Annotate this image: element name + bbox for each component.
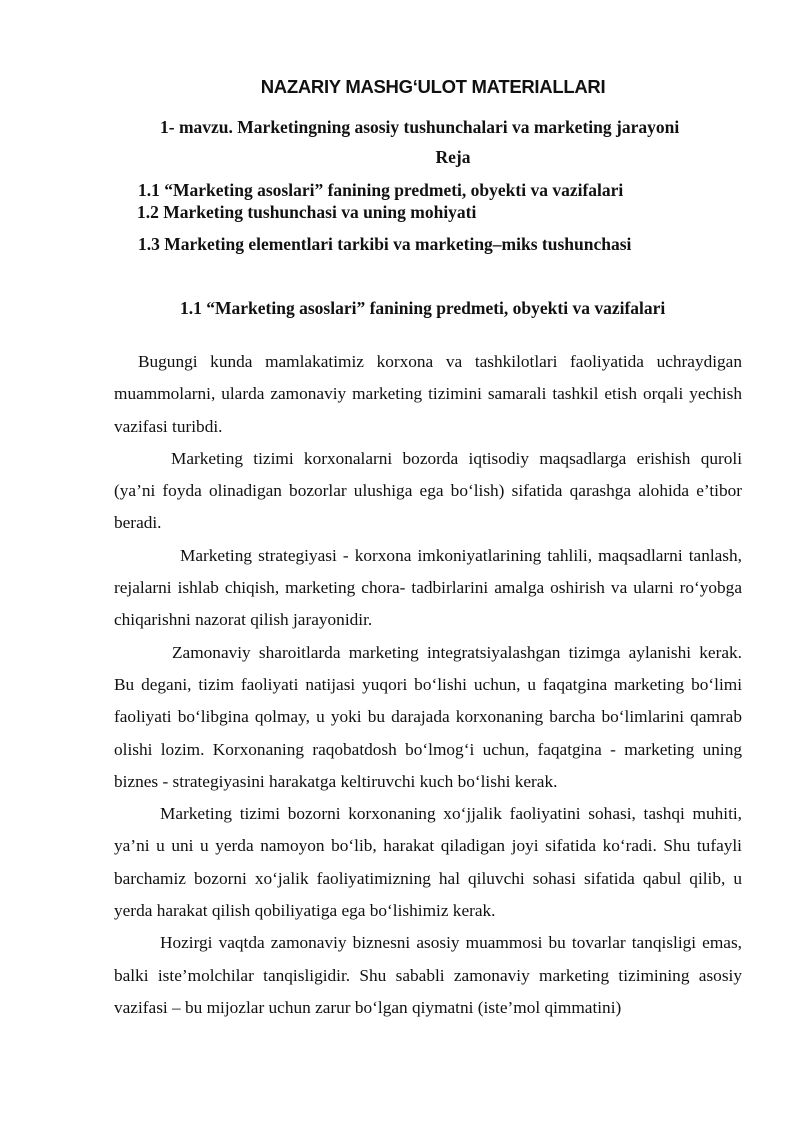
document-title: NAZARIY MASHG‘ULOT MATERIALLARI [260, 76, 606, 97]
paragraph: Marketing tizimi bozorni korxonaning xo‘jjalik faoliyatini sohasi, tashqi muhiti, ya’ni u uni u yerda namoyon bo‘lib, harakat qiladigan joyi sifatida ko‘radi. Shu tufayli barchamiz bozorni xo‘jalik faoliyatimizning hal qiluvchi sohasi sifatida qabul qilib, u yerda harakat qilish qobiliyatiga ega bo‘lishimiz kerak. [114, 804, 742, 921]
plan-item: 1.3 Marketing elementlari tarkibi va marketing–miks tushunchasi [138, 234, 632, 254]
plan-heading: Reja [435, 147, 471, 167]
paragraph: Marketing strategiyasi - korxona imkoniyatlarining tahlili, maqsadlarni tanlash, rejalarni ishlab chiqish, marketing chora- tadbirlarini amalga oshirish va ularni ro‘yobga chiqarishni nazorat qilish jarayonidir. [114, 545, 742, 630]
section-heading: 1.1 “Marketing asoslari” fanining predmeti, obyekti va vazifalari [180, 298, 666, 318]
plan-item: 1.1 “Marketing asoslari” fanining predmeti, obyekti va vazifalari [138, 180, 624, 200]
topic-heading: 1- mavzu. Marketingning asosiy tushunchalari va marketing jarayoni [160, 117, 680, 137]
paragraph: Hozirgi vaqtda zamonaviy biznesni asosiy muammosi bu tovarlar tanqisligi emas, balki iste’molchilar tanqisligidir. Shu sababli zamonaviy marketing tizimining asosiy vazifasi – bu mijozlar uchun zarur bo‘lgan qiymatni (iste’mol qimmatini) [114, 933, 742, 1017]
body-text [114, 346, 742, 1024]
paragraph: Zamonaviy sharoitlarda marketing integratsiyalashgan tizimga aylanishi kerak. Bu degani, tizim faoliyati natijasi yuqori bo‘lishi uchun, u faqatgina marketing bo‘limi faoliyati bo‘libgina qolmay, u yoki bu darajada korxonaning barcha bo‘limlarini qamrab olishi lozim. Korxonaning raqobatdosh bo‘lmog‘i uchun, faqatgina - marketing uning biznes - strategiyasini harakatga keltiruvchi kuch bo‘lishi kerak. [114, 642, 742, 791]
plan-item: 1.2 Marketing tushunchasi va uning mohiyati [137, 202, 477, 222]
paragraph: Bugungi kunda mamlakatimiz korxona va tashkilotlari faoliyatida uchraydigan muammolarni, ularda zamonaviy marketing tizimini samarali tashkil etish orqali yechish vazifasi turibdi. [114, 352, 742, 436]
paragraph: Marketing tizimi korxonalarni bozorda iqtisodiy maqsadlarga erishish quroli (ya’ni foyda olinadigan bozorlar ulushiga ega bo‘lish) sifatida qarashga alohida e’tibor beradi. [114, 448, 742, 533]
